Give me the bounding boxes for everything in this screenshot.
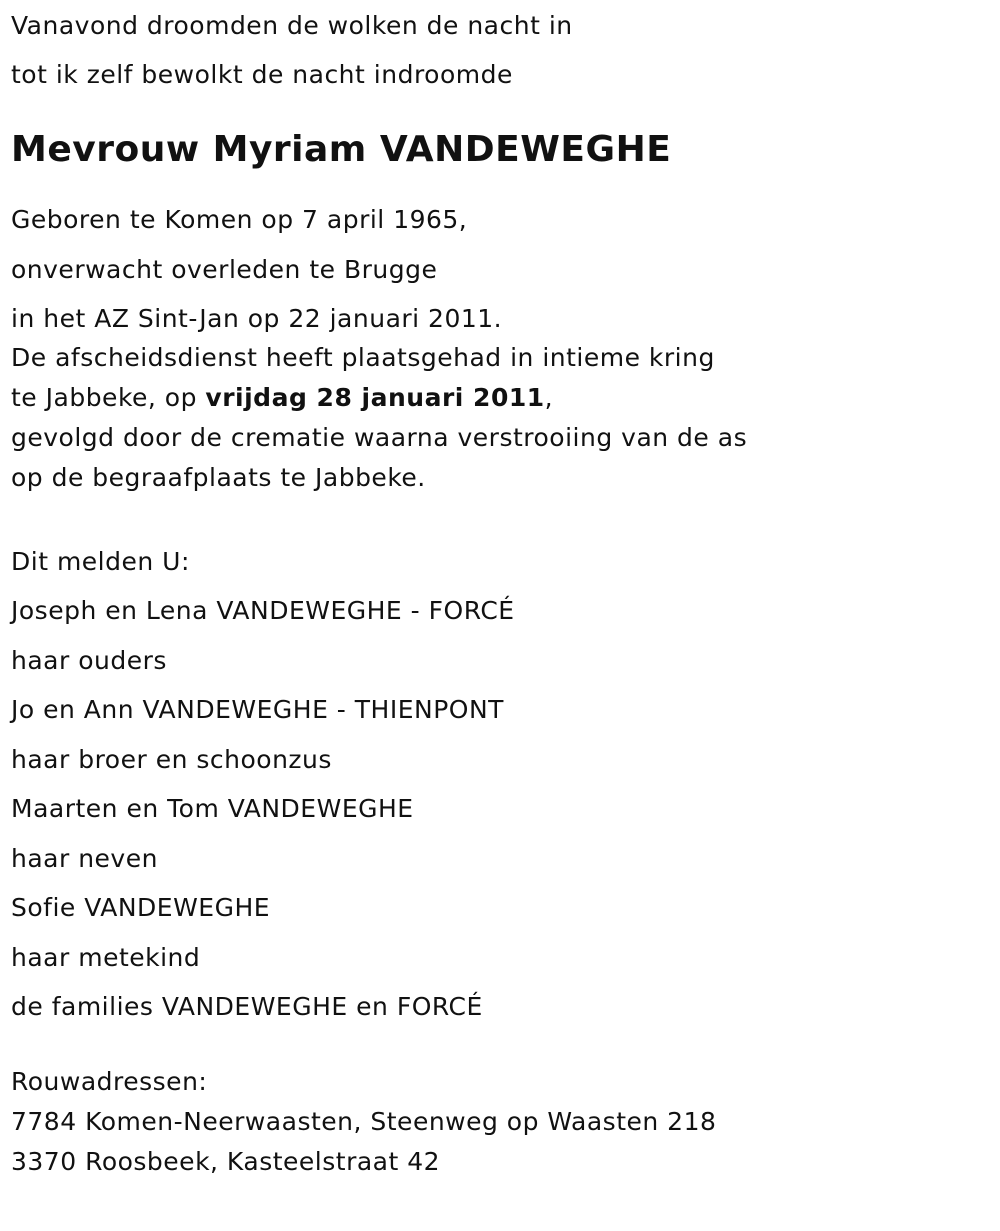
deceased-name: Mevrouw Myriam VANDEWEGHE (11, 129, 672, 170)
service-date-prefix: te Jabbeke, op (11, 382, 206, 412)
relation-entry: haar ouders (11, 645, 167, 675)
death-place-date-line: in het AZ Sint-Jan op 22 januari 2011. (11, 304, 503, 333)
families-entry: de families VANDEWEGHE en FORCÉ (11, 992, 483, 1021)
service-line: op de begraafplaats te Jabbeke. (11, 462, 426, 492)
relation-entry: haar broer en schoonzus (11, 744, 332, 774)
address-line: 7784 Komen-Neerwaasten, Steenweg op Waasten 218 (11, 1106, 717, 1136)
service-date-line (11, 378, 986, 418)
announcers (11, 537, 986, 1032)
relation-entry: haar neven (11, 843, 158, 873)
mourning-addresses (11, 1062, 986, 1182)
announcer-entry: Sofie VANDEWEGHE (11, 893, 271, 922)
poem-line: Vanavond droomden de wolken de nacht in (11, 11, 573, 40)
address-line: 3370 Roosbeek, Kasteelstraat 42 (11, 1146, 441, 1176)
announcer-entry: Jo en Ann VANDEWEGHE - THIENPONT (11, 695, 504, 724)
service-line: De afscheidsdienst heeft plaatsgehad in intieme kring (11, 342, 715, 372)
poem-line: tot ik zelf bewolkt de nacht indroomde (11, 60, 513, 89)
poem (11, 1, 986, 99)
birth-line: Geboren te Komen op 7 april 1965, (11, 205, 468, 234)
announcer-entry: Maarten en Tom VANDEWEGHE (11, 794, 414, 823)
relation-entry: haar metekind (11, 942, 201, 972)
announce-intro: Dit melden U: (11, 546, 190, 576)
service-info (11, 338, 986, 498)
death-notice (11, 0, 986, 1182)
service-date-suffix: , (544, 382, 554, 412)
announcer-entry: Joseph en Lena VANDEWEGHE - FORCÉ (11, 596, 515, 625)
addresses-label: Rouwadressen: (11, 1066, 208, 1096)
service-date: vrijdag 28 januari 2011 (205, 382, 545, 412)
service-line: gevolgd door de crematie waarna verstrooiing van de as (11, 422, 748, 452)
death-line: onverwacht overleden te Brugge (11, 254, 438, 284)
life-facts (11, 195, 986, 344)
